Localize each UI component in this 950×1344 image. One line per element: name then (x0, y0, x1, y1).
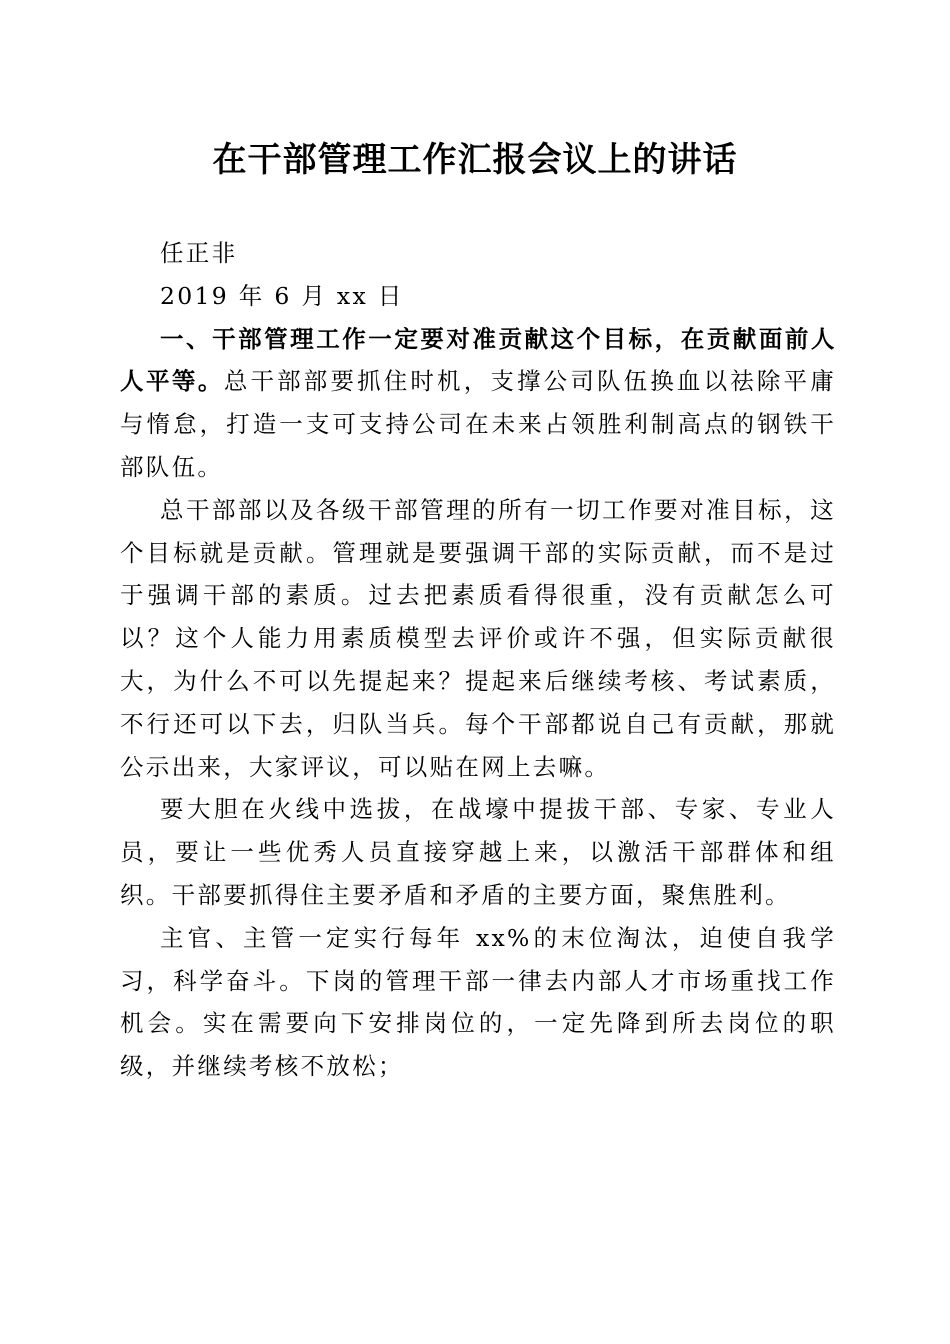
date-line: 2019 年 6 月 xx 日 (160, 281, 404, 310)
paragraph-4: 主官、主管一定实行每年 xx%的末位淘汰，迫使自我学习，科学奋斗。下岗的管理干部一律去内部人才市场重找工作机会。实在需要向下安排岗位的，一定先降到所去岗位的职级，并继续考核不放松； (120, 923, 836, 1081)
paragraph-3: 要大胆在火线中选拔，在战壕中提拔干部、专家、专业人员，要让一些优秀人员直接穿越上来，以激活干部群体和组织。干部要抓得住主要矛盾和矛盾的主要方面，聚焦胜利。 (120, 795, 836, 909)
author-line: 任正非 (160, 239, 238, 267)
paragraph-1-text: 总干部部要抓住时机，支撑公司队伍换血以祛除平庸与惰怠，打造一支可支持公司在未来占领胜利制高点的钢铁干部队伍。 (120, 367, 837, 481)
document-title: 在干部管理工作汇报会议上的讲话 (212, 140, 738, 180)
paragraph-1 (120, 318, 836, 489)
paragraph-1-lead: 一、干部管理工作一定要对准贡献这个目标，在贡献面前人人平等。 (120, 324, 836, 396)
paragraph-2: 总干部部以及各级干部管理的所有一切工作要对准目标，这个目标就是贡献。管理就是要强调干部的实际贡献，而不是过于强调干部的素质。过去把素质看得很重，没有贡献怎么可以？这个人能力用素质模型去评价或许不强，但实际贡献很大，为什么不可以先提起来？提起来后继续考核、考试素质，不行还可以下去，归队当兵。每个干部都说自己有贡献，那就公示出来，大家评议，可以贴在网上去嘛。 (120, 495, 836, 781)
document-body (120, 232, 836, 1088)
